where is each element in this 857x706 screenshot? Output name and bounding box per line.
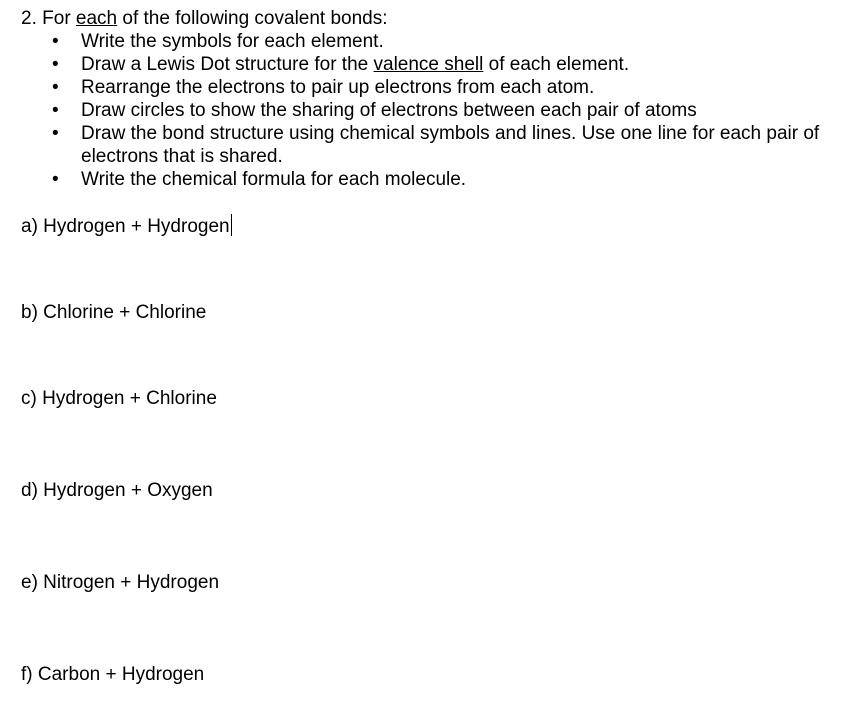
question-number: 2.	[21, 8, 37, 29]
part-label: e) Nitrogen + Hydrogen	[21, 572, 220, 593]
part-d[interactable]	[21, 479, 213, 502]
bullet-icon: •	[52, 77, 59, 98]
text-cursor	[231, 214, 232, 236]
list-item	[21, 168, 851, 191]
list-item	[21, 76, 851, 99]
part-label: a) Hydrogen + Hydrogen	[21, 216, 230, 237]
part-label: f) Carbon + Hydrogen	[21, 664, 205, 685]
list-item	[21, 99, 851, 122]
part-label: c) Hydrogen + Chlorine	[21, 388, 217, 409]
part-b[interactable]	[21, 301, 206, 324]
part-a[interactable]	[21, 214, 232, 238]
question-prefix: For	[42, 8, 71, 29]
step-text: of each element.	[488, 54, 630, 75]
bullet-icon: •	[52, 54, 59, 75]
list-item	[21, 53, 851, 76]
part-label: d) Hydrogen + Oxygen	[21, 480, 213, 501]
document-body	[21, 7, 851, 191]
step-text: Draw circles to show the sharing of electrons between each pair of atoms	[81, 100, 697, 121]
step-text: Rearrange the electrons to pair up electrons from each atom.	[81, 77, 595, 98]
question-emphasis: each	[75, 8, 118, 29]
part-f[interactable]	[21, 663, 204, 686]
step-text: Write the chemical formula for each molecule.	[81, 169, 467, 190]
bullet-icon: •	[52, 100, 59, 121]
step-text: Draw a Lewis Dot structure for the	[81, 54, 369, 75]
part-label: b) Chlorine + Chlorine	[21, 302, 207, 323]
step-text: Draw the bond structure using chemical symbols and lines. Use one line for each pair of electrons that is shared.	[81, 123, 820, 167]
bullet-icon: •	[52, 123, 59, 144]
list-item	[21, 122, 851, 168]
part-e[interactable]	[21, 571, 219, 594]
bullet-icon: •	[52, 169, 59, 190]
step-underlined-term: valence shell	[373, 54, 484, 75]
question-suffix: of the following covalent bonds:	[122, 8, 388, 29]
instruction-list	[21, 30, 851, 191]
question-heading	[21, 7, 851, 30]
part-c[interactable]	[21, 387, 217, 410]
bullet-icon: •	[52, 31, 59, 52]
step-text: Write the symbols for each element.	[81, 31, 384, 52]
list-item	[21, 30, 851, 53]
